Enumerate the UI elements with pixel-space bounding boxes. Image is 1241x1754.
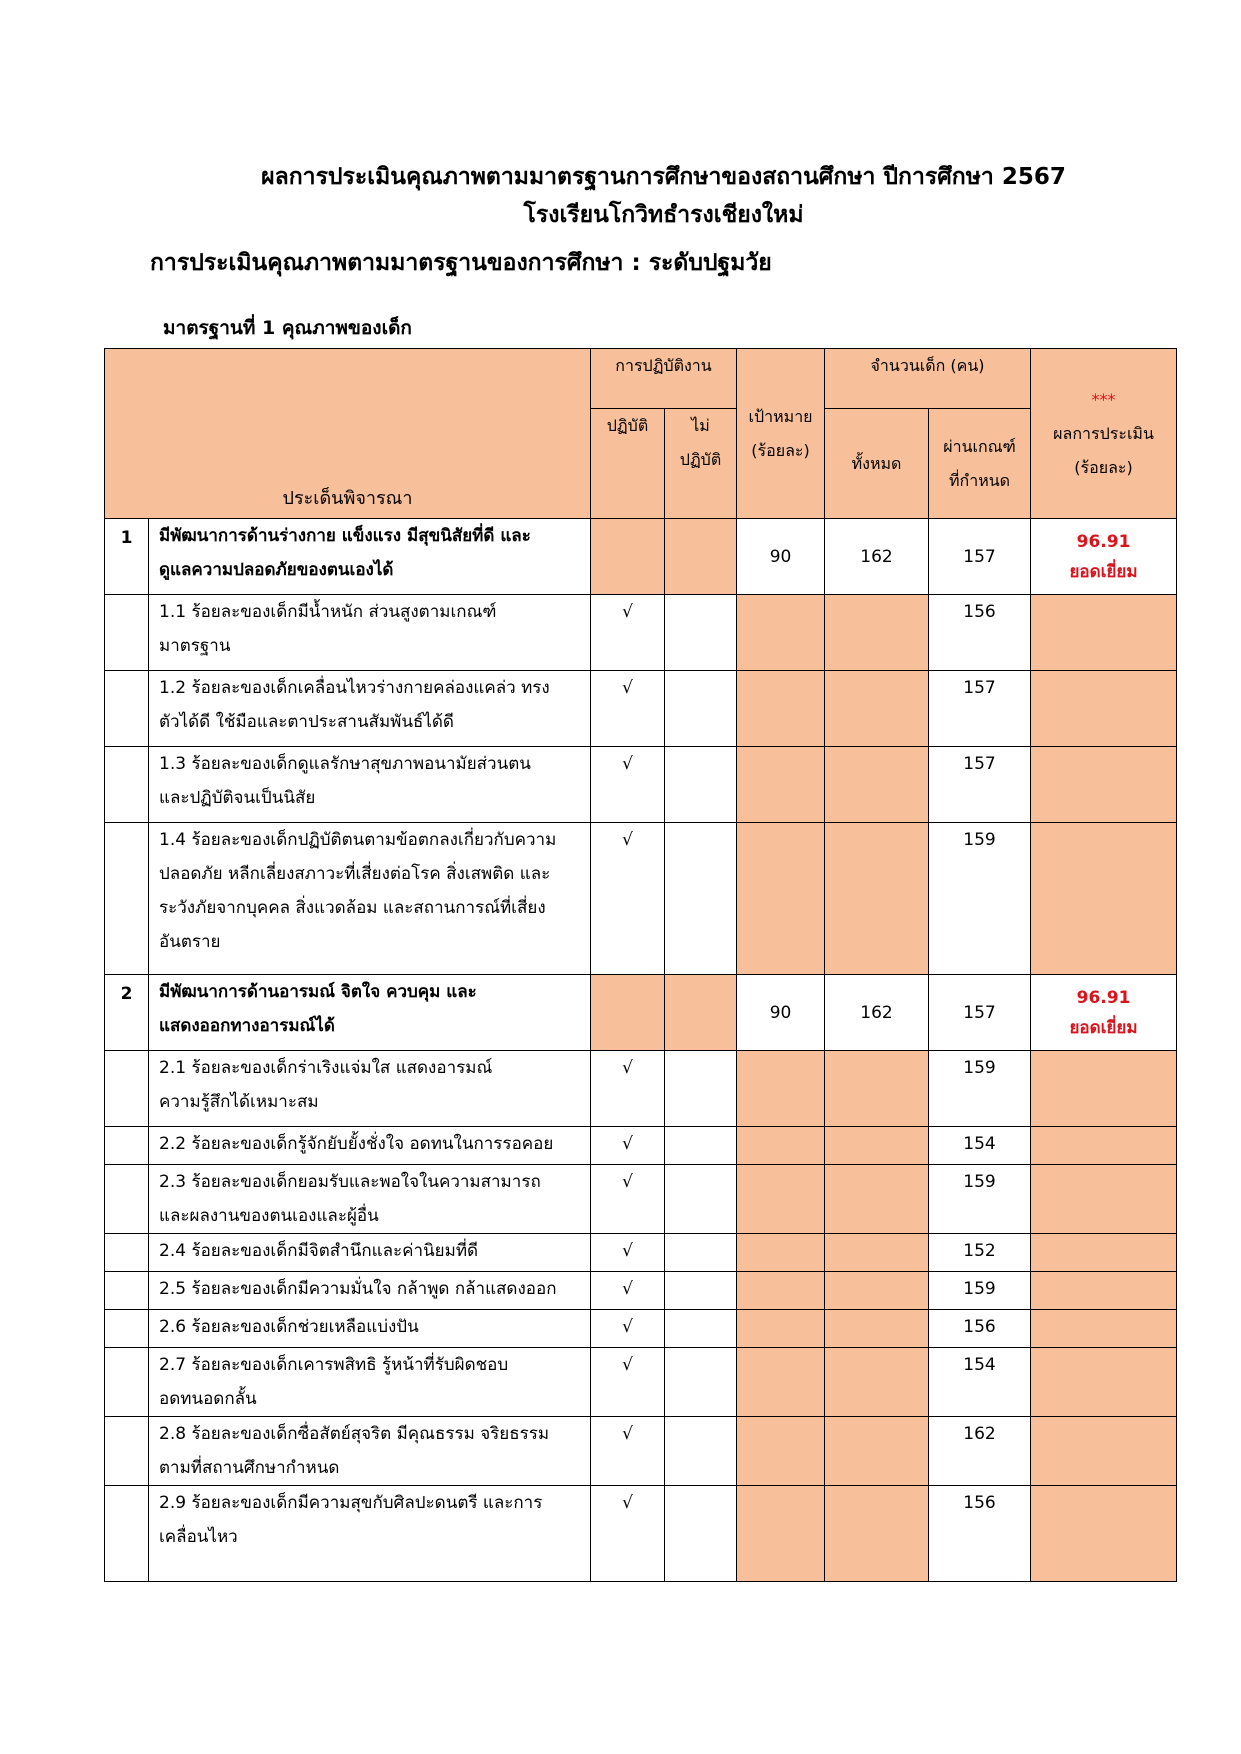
section-row bbox=[105, 975, 1177, 1051]
item-pass: 152 bbox=[929, 1234, 1031, 1272]
empty-cell bbox=[665, 1272, 737, 1310]
empty-cell bbox=[1031, 1165, 1177, 1234]
item-pass: 162 bbox=[929, 1417, 1031, 1486]
item-row bbox=[105, 1051, 1177, 1127]
item-description: 2.2 ร้อยละของเด็กรู้จักยับยั้งชั่งใจ อดทนในการรอคอย bbox=[149, 1127, 591, 1165]
empty-cell bbox=[825, 1272, 929, 1310]
check-mark: √ bbox=[591, 1234, 665, 1272]
item-number-cell bbox=[105, 1417, 149, 1486]
empty-cell bbox=[665, 671, 737, 747]
item-pass: 159 bbox=[929, 823, 1031, 975]
empty-cell bbox=[665, 823, 737, 975]
header-criteria: ประเด็นพิจารณา bbox=[105, 349, 591, 519]
item-pass: 159 bbox=[929, 1051, 1031, 1127]
stars-mark: *** bbox=[1091, 389, 1116, 409]
check-mark: √ bbox=[591, 671, 665, 747]
empty-cell bbox=[825, 1310, 929, 1348]
empty-cell bbox=[1031, 1272, 1177, 1310]
empty-cell bbox=[1031, 1310, 1177, 1348]
empty-cell bbox=[591, 975, 665, 1051]
check-mark: √ bbox=[591, 1417, 665, 1486]
check-mark: √ bbox=[591, 1051, 665, 1127]
check-mark: √ bbox=[591, 1348, 665, 1417]
empty-cell bbox=[665, 1127, 737, 1165]
empty-cell bbox=[665, 1348, 737, 1417]
item-number-cell bbox=[105, 671, 149, 747]
empty-cell bbox=[665, 975, 737, 1051]
empty-cell bbox=[1031, 823, 1177, 975]
empty-cell bbox=[825, 1127, 929, 1165]
item-description: 2.3 ร้อยละของเด็กยอมรับและพอใจในความสามารถ และผลงานของตนเองและผู้อื่น bbox=[149, 1165, 591, 1234]
section-pass: 157 bbox=[929, 975, 1031, 1051]
section-subtitle: การประเมินคุณภาพตามมาตรฐานของการศึกษา : ระดับปฐมวัย bbox=[150, 250, 772, 276]
section-title: มีพัฒนาการด้านอารมณ์ จิตใจ ควบคุม และ แสดงออกทางอารมณ์ได้ bbox=[149, 975, 591, 1051]
empty-cell bbox=[665, 1486, 737, 1582]
item-pass: 154 bbox=[929, 1127, 1031, 1165]
item-number-cell bbox=[105, 1486, 149, 1582]
section-row bbox=[105, 519, 1177, 595]
item-row bbox=[105, 1234, 1177, 1272]
empty-cell bbox=[737, 1417, 825, 1486]
check-mark: √ bbox=[591, 1486, 665, 1582]
item-pass: 159 bbox=[929, 1272, 1031, 1310]
check-mark: √ bbox=[591, 747, 665, 823]
empty-cell bbox=[1031, 595, 1177, 671]
section-number: 1 bbox=[105, 519, 149, 595]
item-row bbox=[105, 1348, 1177, 1417]
empty-cell bbox=[1031, 1486, 1177, 1582]
section-number: 2 bbox=[105, 975, 149, 1051]
item-description: 1.3 ร้อยละของเด็กดูแลรักษาสุขภาพอนามัยส่วนตน และปฏิบัติจนเป็นนิสัย bbox=[149, 747, 591, 823]
check-mark: √ bbox=[591, 595, 665, 671]
item-number-cell bbox=[105, 1272, 149, 1310]
item-row bbox=[105, 823, 1177, 975]
item-pass: 156 bbox=[929, 595, 1031, 671]
empty-cell bbox=[825, 671, 929, 747]
empty-cell bbox=[665, 519, 737, 595]
empty-cell bbox=[665, 1234, 737, 1272]
empty-cell bbox=[665, 747, 737, 823]
item-row bbox=[105, 1272, 1177, 1310]
empty-cell bbox=[737, 1272, 825, 1310]
empty-cell bbox=[737, 671, 825, 747]
item-pass: 154 bbox=[929, 1348, 1031, 1417]
header-practice: การปฏิบัติงาน bbox=[591, 349, 737, 409]
item-number-cell bbox=[105, 1051, 149, 1127]
item-number-cell bbox=[105, 1348, 149, 1417]
section-pass: 157 bbox=[929, 519, 1031, 595]
check-mark: √ bbox=[591, 1272, 665, 1310]
empty-cell bbox=[1031, 671, 1177, 747]
empty-cell bbox=[825, 1486, 929, 1582]
empty-cell bbox=[665, 1310, 737, 1348]
item-row bbox=[105, 1310, 1177, 1348]
empty-cell bbox=[737, 1310, 825, 1348]
header-total: ทั้งหมด bbox=[825, 409, 929, 519]
section-result bbox=[1031, 975, 1177, 1051]
item-description: 1.2 ร้อยละของเด็กเคลื่อนไหวร่างกายคล่องแคล่ว ทรง ตัวได้ดี ใช้มือและตาประสานสัมพันธ์ได้ดี bbox=[149, 671, 591, 747]
school-name: โรงเรียนโกวิทธำรงเชียงใหม่ bbox=[523, 202, 804, 228]
empty-cell bbox=[665, 595, 737, 671]
page-title: ผลการประเมินคุณภาพตามมาตรฐานการศึกษาของสถานศึกษา ปีการศึกษา 2567 bbox=[261, 164, 1066, 190]
section-title: มีพัฒนาการด้านร่างกาย แข็งแรง มีสุขนิสัยที่ดี และ ดูแลความปลอดภัยของตนเองได้ bbox=[149, 519, 591, 595]
empty-cell bbox=[737, 1348, 825, 1417]
evaluation-table bbox=[104, 348, 1177, 1582]
item-number-cell bbox=[105, 823, 149, 975]
empty-cell bbox=[665, 1417, 737, 1486]
item-number-cell bbox=[105, 1165, 149, 1234]
section-result bbox=[1031, 519, 1177, 595]
empty-cell bbox=[825, 1051, 929, 1127]
item-pass: 157 bbox=[929, 747, 1031, 823]
item-number-cell bbox=[105, 747, 149, 823]
empty-cell bbox=[825, 595, 929, 671]
header-children: จำนวนเด็ก (คน) bbox=[825, 349, 1031, 409]
empty-cell bbox=[737, 1127, 825, 1165]
result-level: ยอดเยี่ยม bbox=[1069, 1017, 1138, 1038]
empty-cell bbox=[1031, 1234, 1177, 1272]
item-row bbox=[105, 1165, 1177, 1234]
empty-cell bbox=[665, 1165, 737, 1234]
empty-cell bbox=[737, 747, 825, 823]
empty-cell bbox=[737, 1234, 825, 1272]
standard-heading: มาตรฐานที่ 1 คุณภาพของเด็ก bbox=[163, 317, 412, 339]
section-target: 90 bbox=[737, 519, 825, 595]
section-target: 90 bbox=[737, 975, 825, 1051]
item-number-cell bbox=[105, 1127, 149, 1165]
item-description: 2.8 ร้อยละของเด็กซื่อสัตย์สุจริต มีคุณธรรม จริยธรรม ตามที่สถานศึกษากำหนด bbox=[149, 1417, 591, 1486]
header-do: ปฏิบัติ bbox=[591, 409, 665, 519]
item-description: 1.1 ร้อยละของเด็กมีน้ำหนัก ส่วนสูงตามเกณฑ์ มาตรฐาน bbox=[149, 595, 591, 671]
item-description: 2.4 ร้อยละของเด็กมีจิตสำนึกและค่านิยมที่ดี bbox=[149, 1234, 591, 1272]
item-description: 2.7 ร้อยละของเด็กเคารพสิทธิ รู้หน้าที่รับผิดชอบ อดทนอดกลั้น bbox=[149, 1348, 591, 1417]
empty-cell bbox=[825, 823, 929, 975]
item-number-cell bbox=[105, 595, 149, 671]
empty-cell bbox=[591, 519, 665, 595]
header-pass: ผ่านเกณฑ์ ที่กำหนด bbox=[929, 409, 1031, 519]
empty-cell bbox=[1031, 1051, 1177, 1127]
header-not-do: ไม่ ปฏิบัติ bbox=[665, 409, 737, 519]
item-row bbox=[105, 1486, 1177, 1582]
empty-cell bbox=[1031, 747, 1177, 823]
empty-cell bbox=[825, 1165, 929, 1234]
empty-cell bbox=[737, 595, 825, 671]
item-description: 2.1 ร้อยละของเด็กร่าเริงแจ่มใส แสดงอารมณ์ ความรู้สึกได้เหมาะสม bbox=[149, 1051, 591, 1127]
check-mark: √ bbox=[591, 1127, 665, 1165]
empty-cell bbox=[1031, 1417, 1177, 1486]
item-pass: 159 bbox=[929, 1165, 1031, 1234]
result-score: 96.91 bbox=[1076, 531, 1131, 552]
item-row bbox=[105, 595, 1177, 671]
item-pass: 156 bbox=[929, 1486, 1031, 1582]
item-row bbox=[105, 1417, 1177, 1486]
item-row bbox=[105, 671, 1177, 747]
item-number-cell bbox=[105, 1234, 149, 1272]
empty-cell bbox=[1031, 1348, 1177, 1417]
check-mark: √ bbox=[591, 823, 665, 975]
check-mark: √ bbox=[591, 1310, 665, 1348]
result-level: ยอดเยี่ยม bbox=[1069, 561, 1138, 582]
item-description: 2.6 ร้อยละของเด็กช่วยเหลือแบ่งปัน bbox=[149, 1310, 591, 1348]
item-row bbox=[105, 747, 1177, 823]
item-description: 2.9 ร้อยละของเด็กมีความสุขกับศิลปะดนตรี และการ เคลื่อนไหว bbox=[149, 1486, 591, 1582]
item-pass: 157 bbox=[929, 671, 1031, 747]
empty-cell bbox=[737, 1165, 825, 1234]
item-description: 1.4 ร้อยละของเด็กปฏิบัติตนตามข้อตกลงเกี่ยวกับความ ปลอดภัย หลีกเลี่ยงสภาวะที่เสี่ยงต่อโรค สิ่งเสพติด และ ระวังภัยจากบุคคล สิ่งแวดล้อม และสถานการณ์ที่เสี่ยง อันตราย bbox=[149, 823, 591, 975]
item-pass: 156 bbox=[929, 1310, 1031, 1348]
empty-cell bbox=[665, 1051, 737, 1127]
empty-cell bbox=[737, 1486, 825, 1582]
section-total: 162 bbox=[825, 975, 929, 1051]
empty-cell bbox=[737, 823, 825, 975]
empty-cell bbox=[737, 1051, 825, 1127]
section-total: 162 bbox=[825, 519, 929, 595]
header-result: *** ผลการประเมิน (ร้อยละ) bbox=[1031, 349, 1177, 519]
check-mark: √ bbox=[591, 1165, 665, 1234]
item-description: 2.5 ร้อยละของเด็กมีความมั่นใจ กล้าพูด กล้าแสดงออก bbox=[149, 1272, 591, 1310]
result-score: 96.91 bbox=[1076, 987, 1131, 1008]
header-target: เป้าหมาย (ร้อยละ) bbox=[737, 349, 825, 519]
item-number-cell bbox=[105, 1310, 149, 1348]
empty-cell bbox=[825, 1417, 929, 1486]
empty-cell bbox=[825, 747, 929, 823]
empty-cell bbox=[825, 1234, 929, 1272]
empty-cell bbox=[1031, 1127, 1177, 1165]
item-row bbox=[105, 1127, 1177, 1165]
empty-cell bbox=[825, 1348, 929, 1417]
